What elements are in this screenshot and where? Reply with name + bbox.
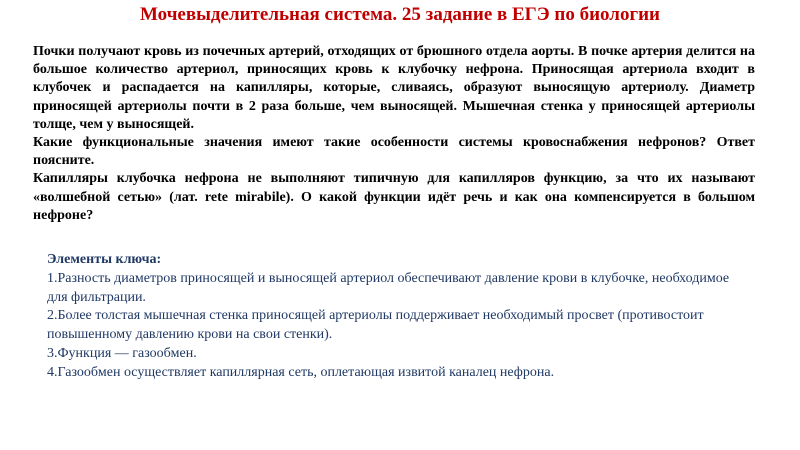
answer-key-item-4: 4.Газообмен осуществляет капиллярная сеть, оплетающая извитой каналец нефрона. bbox=[47, 364, 555, 380]
answer-key-item-2: 2.Более толстая мышечная стенка приносящей артериолы поддерживает необходимый просвет (противостоит повышенному давлению крови на свои стенки). bbox=[47, 308, 704, 343]
slide-title: Мочевыделительная система. 25 задание в ЕГЭ по биологии bbox=[140, 4, 660, 25]
task-paragraph-question-2: Капилляры клубочка нефрона не выполняют типичную для капилляров функцию, за что их называют «волшебной сетью» (лат. rete mirabile). О какой функции идёт речь и как она компенсируется в большом нефроне? bbox=[33, 171, 755, 223]
answer-key-item-1: 1.Разность диаметров приносящей и выносящей артериол обеспечивают давление крови в клубочке, необходимое для фильтрации. bbox=[47, 270, 730, 305]
answer-key-heading: Элементы ключа: bbox=[47, 252, 162, 267]
task-paragraph-question-1: Какие функциональные значения имеют такие особенности системы кровоснабжения нефронов? Ответ поясните. bbox=[33, 135, 755, 169]
answer-key-item-3: 3.Функция — газообмен. bbox=[47, 345, 197, 361]
task-paragraph-context: Почки получают кровь из почечных артерий, отходящих от брюшного отдела аорты. В почке артерия делится на большое количество артериол, приносящих кровь к клубочку нефрона. Приносящая артериола входит в клубочек и распадается на капилляры, которые, сливаясь, образуют выносящую артериолу. Диаметр приносящей артериолы почти в 2 раза больше, чем выносящей. Мышечная стенка у приносящей артериолы толще, чем у выносящей. bbox=[33, 44, 755, 132]
answer-key bbox=[47, 251, 747, 383]
task-text bbox=[33, 43, 755, 225]
